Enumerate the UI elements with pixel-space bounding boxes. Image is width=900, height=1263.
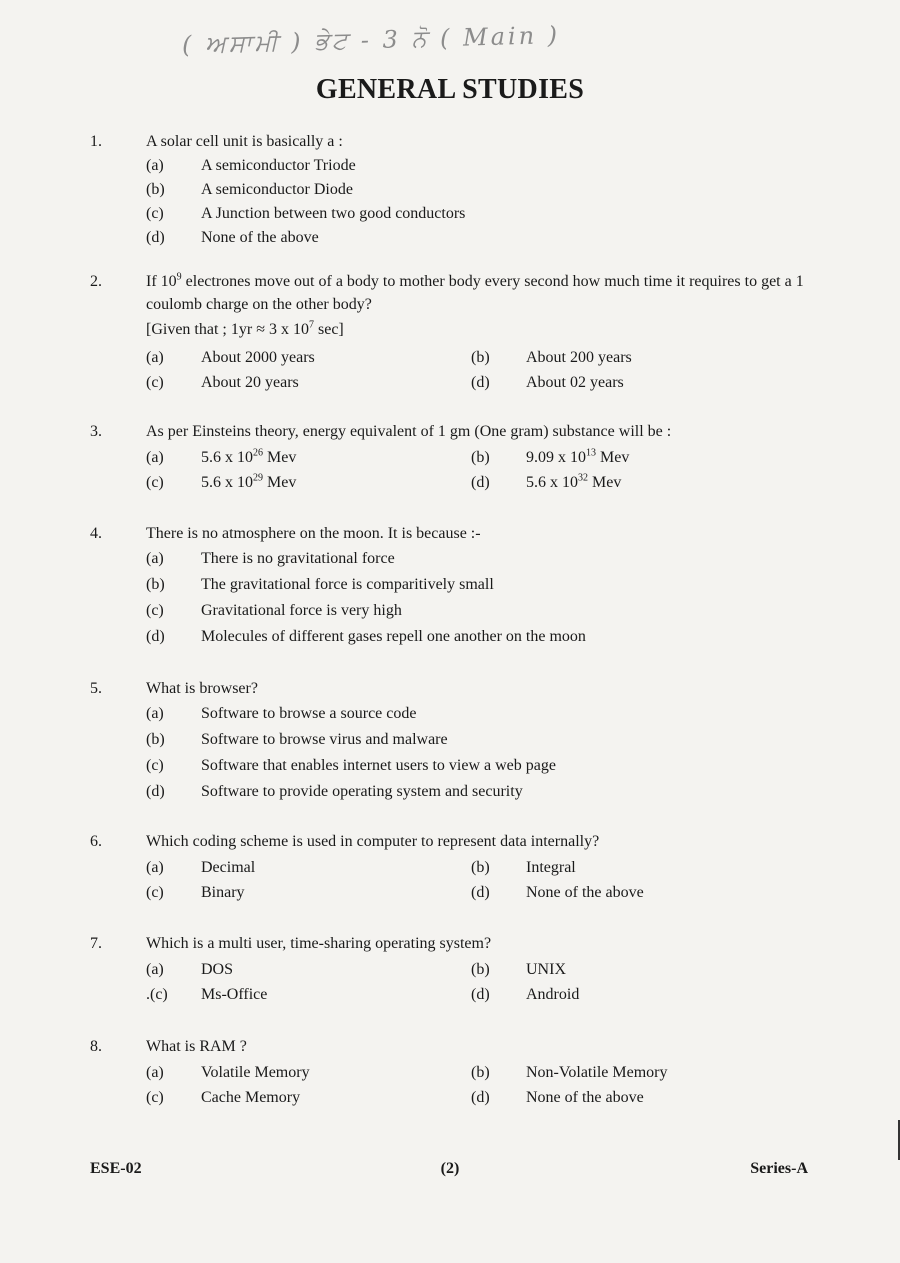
option-a: (a) DOS: [146, 961, 234, 978]
option-c: (c) Binary: [146, 884, 245, 901]
question-given: [Given that ; 1yr ≈ 3 x $10^7$ sec]: [146, 319, 344, 338]
option-b: (b) The gravitational force is comparitively small: [146, 576, 494, 593]
option-b: (b) Software to browse virus and malware: [146, 731, 448, 748]
question-number: 1.: [90, 133, 102, 150]
question-2: [90, 270, 820, 395]
option-a: (a) There is no gravitational force: [146, 550, 395, 567]
option-c: (c) Cache Memory: [146, 1089, 301, 1106]
option-b: (b) A semiconductor Diode: [146, 181, 353, 198]
question-text: If $10^9$ electrones move out of a body to mother body every second how much time it requires to get a 1 coulomb charge on the other body?: [146, 271, 804, 313]
question-text: Which is a multi user, time-sharing operating system?: [146, 935, 492, 952]
option-a: (a) About 2000 years: [146, 349, 315, 366]
question-8: [90, 1035, 820, 1110]
option-d: (d) About 02 years: [471, 374, 624, 391]
footer-exam-code: ESE-02: [90, 1160, 142, 1177]
question-text: There is no atmosphere on the moon. It is because :-: [146, 525, 481, 542]
question-text: What is browser?: [146, 680, 258, 697]
option-a: (a) 5.6 x $10^{26}$ Mev: [146, 447, 297, 466]
option-b: (b) About 200 years: [471, 349, 632, 366]
question-text: As per Einsteins theory, energy equivalent of 1 gm (One gram) substance will be :: [146, 423, 672, 440]
option-d: (d) None of the above: [471, 1089, 644, 1106]
question-6: [90, 830, 820, 905]
question-text: What is RAM ?: [146, 1038, 247, 1055]
option-d: (d) Molecules of different gases repell one another on the moon: [146, 628, 586, 645]
question-number: 2.: [90, 273, 102, 290]
question-text: Which coding scheme is used in computer to represent data internally?: [146, 833, 600, 850]
option-b: (b) Non-Volatile Memory: [471, 1064, 668, 1081]
page-title: GENERAL STUDIES: [315, 74, 585, 105]
option-b: (b) UNIX: [471, 961, 566, 978]
question-1: [90, 130, 820, 250]
footer-series: Series-A: [750, 1160, 808, 1177]
question-7: [90, 932, 820, 1007]
option-c: (c) A Junction between two good conductors: [146, 205, 466, 222]
question-number: 8.: [90, 1038, 102, 1055]
question-text: A solar cell unit is basically a :: [146, 133, 343, 150]
option-c: (c) Gravitational force is very high: [146, 602, 402, 619]
footer-page-number: (2): [440, 1160, 460, 1177]
option-a: (a) Decimal: [146, 859, 256, 876]
option-d: (d) None of the above: [471, 884, 644, 901]
question-number: 3.: [90, 423, 102, 440]
option-c: .(c) Ms-Office: [146, 986, 268, 1003]
option-d: (d) Android: [471, 986, 580, 1003]
option-c: (c) Software that enables internet users to view a web page: [146, 757, 556, 774]
option-a: (a) Volatile Memory: [146, 1064, 310, 1081]
question-4: [90, 522, 820, 650]
question-number: 4.: [90, 525, 102, 542]
option-c: (c) About 20 years: [146, 374, 299, 391]
option-d: (d) Software to provide operating system and security: [146, 783, 523, 800]
option-a: (a) Software to browse a source code: [146, 705, 417, 722]
option-d: (d) 5.6 x $10^{32}$ Mev: [471, 472, 622, 491]
handwritten-note: ( ਅਸਾਮੀ ) ਭੇਟ - 3 ਨੋ ( Main ): [181, 21, 561, 59]
option-b: (b) 9.09 x $10^{13}$ Mev: [471, 447, 630, 466]
option-d: (d) None of the above: [146, 229, 319, 246]
option-c: (c) 5.6 x $10^{29}$ Mev: [146, 472, 297, 491]
option-a: (a) A semiconductor Triode: [146, 157, 356, 174]
question-number: 6.: [90, 833, 102, 850]
question-number: 5.: [90, 680, 102, 697]
option-b: (b) Integral: [471, 859, 576, 876]
question-number: 7.: [90, 935, 102, 952]
question-3: [90, 420, 820, 495]
question-5: [90, 677, 820, 805]
